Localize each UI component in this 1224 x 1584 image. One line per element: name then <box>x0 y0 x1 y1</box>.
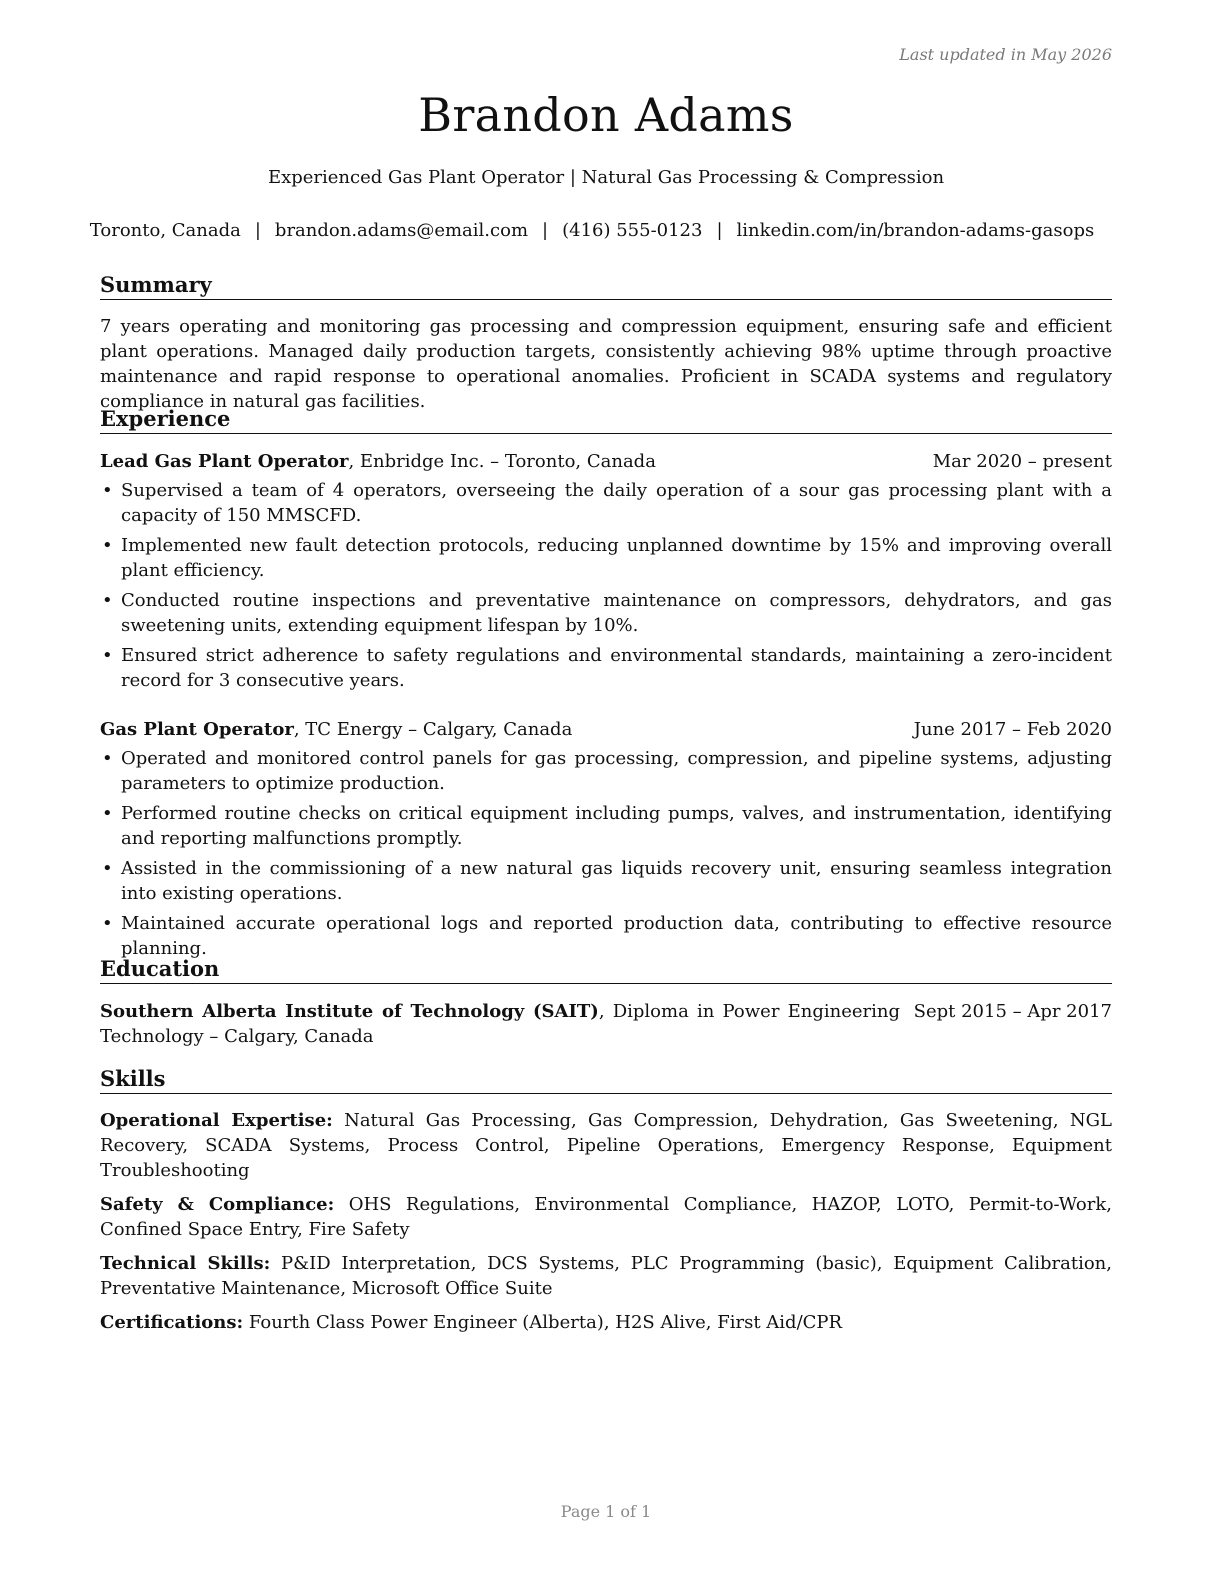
skill-group-items: OHS Regulations, Environmental Compliance, HAZOP, LOTO, Permit-to-Work, Confined Space Entry, Fire Safety <box>100 1194 1112 1240</box>
page-number: Page 1 of 1 <box>560 1502 652 1521</box>
job-role: Lead Gas Plant Operator <box>100 451 349 472</box>
job-bullet: • Operated and monitored control panels for gas processing, compression, and pipeline systems, adjusting parameters to optimize production. <box>100 746 1112 796</box>
education-entry <box>100 999 1112 1049</box>
skill-group-label: Operational Expertise: <box>100 1110 333 1131</box>
skill-group-label: Certifications: <box>100 1312 244 1333</box>
experience-heading: Experience <box>100 406 1112 434</box>
job-header <box>100 449 1112 474</box>
contact-phone: (416) 555-0123 <box>562 220 703 241</box>
education-heading: Education <box>100 956 1112 984</box>
education-dates: Sept 2015 – Apr 2017 <box>913 1001 1112 1022</box>
contact-location: Toronto, Canada <box>89 220 241 241</box>
last-updated-note: Last updated in May 2026 <box>899 45 1112 64</box>
skills-heading: Skills <box>100 1066 1112 1094</box>
job-title-company <box>100 449 656 474</box>
resume-page <box>89 0 1112 1584</box>
skill-group <box>100 1108 1112 1183</box>
job-bullet: • Performed routine checks on critical equipment including pumps, valves, and instrumentation, identifying and reporting malfunctions promptly. <box>100 801 1112 851</box>
skill-group-items: P&ID Interpretation, DCS Systems, PLC Programming (basic), Equipment Calibration, Preventative Maintenance, Microsoft Office Suite <box>100 1253 1112 1299</box>
job-bullet: • Ensured strict adherence to safety regulations and environmental standards, maintaining a zero-incident record for 3 consecutive years. <box>100 643 1112 693</box>
contact-email-link[interactable]: brandon.adams@email.com <box>274 220 529 241</box>
skill-group <box>100 1192 1112 1242</box>
skill-group-items: Natural Gas Processing, Gas Compression, Dehydration, Gas Sweetening, NGL Recovery, SCADA Systems, Process Control, Pipeline Operations, Emergency Response, Equipment Troubleshooting <box>100 1110 1112 1181</box>
skill-group-items: Fourth Class Power Engineer (Alberta), H2S Alive, First Aid/CPR <box>248 1312 843 1333</box>
job-title-company <box>100 717 572 742</box>
contact-line <box>86 220 1098 241</box>
job-bullets <box>100 478 1112 693</box>
contact-separator: | <box>716 220 723 241</box>
education-details: , Diploma in Power Engineering Technology – Calgary, Canada <box>100 1001 900 1047</box>
job-company: , TC Energy – Calgary, Canada <box>293 719 573 740</box>
job-bullet: • Conducted routine inspections and preventative maintenance on compressors, dehydrators, and gas sweetening units, extending equipment lifespan by 10%. <box>100 588 1112 638</box>
job-bullet: • Supervised a team of 4 operators, overseeing the daily operation of a sour gas processing plant with a capacity of 150 MMSCFD. <box>100 478 1112 528</box>
job-dates: Mar 2020 – present <box>932 451 1112 472</box>
job-header <box>100 717 1112 742</box>
contact-separator: | <box>542 220 549 241</box>
job-entry-enbridge <box>100 449 1112 698</box>
education-school: Southern Alberta Institute of Technology (SAIT) <box>100 1001 599 1022</box>
job-dates: June 2017 – Feb 2020 <box>913 719 1112 740</box>
skill-group <box>100 1251 1112 1301</box>
skills-list <box>100 1108 1112 1344</box>
contact-linkedin-link[interactable]: linkedin.com/in/brandon-adams-gasops <box>736 220 1095 241</box>
skill-group-label: Technical Skills: <box>100 1253 271 1274</box>
summary-heading: Summary <box>100 272 1112 300</box>
skill-group <box>100 1310 1112 1335</box>
contact-separator: | <box>254 220 261 241</box>
job-entry-tc-energy <box>100 717 1112 966</box>
summary-text: 7 years operating and monitoring gas processing and compression equipment, ensuring safe and efficient plant operations. Managed daily production targets, consistently achieving 98% uptime through proactive maintenance and rapid response to operational anomalies. Proficient in SCADA systems and regulatory compliance in natural gas facilities. <box>100 316 1112 412</box>
job-role: Gas Plant Operator <box>100 719 294 740</box>
job-company: , Enbridge Inc. – Toronto, Canada <box>348 451 656 472</box>
candidate-headline: Experienced Gas Plant Operator | Natural Gas Processing & Compression <box>267 167 945 188</box>
education-text <box>100 999 900 1049</box>
job-bullet: • Maintained accurate operational logs and reported production data, contributing to effective resource planning. <box>100 911 1112 961</box>
job-bullet: • Assisted in the commissioning of a new natural gas liquids recovery unit, ensuring seamless integration into existing operations. <box>100 856 1112 906</box>
job-bullets <box>100 746 1112 961</box>
candidate-name: Brandon Adams <box>418 88 794 142</box>
job-bullet: • Implemented new fault detection protocols, reducing unplanned downtime by 15% and improving overall plant efficiency. <box>100 533 1112 583</box>
skill-group-label: Safety & Compliance: <box>100 1194 335 1215</box>
